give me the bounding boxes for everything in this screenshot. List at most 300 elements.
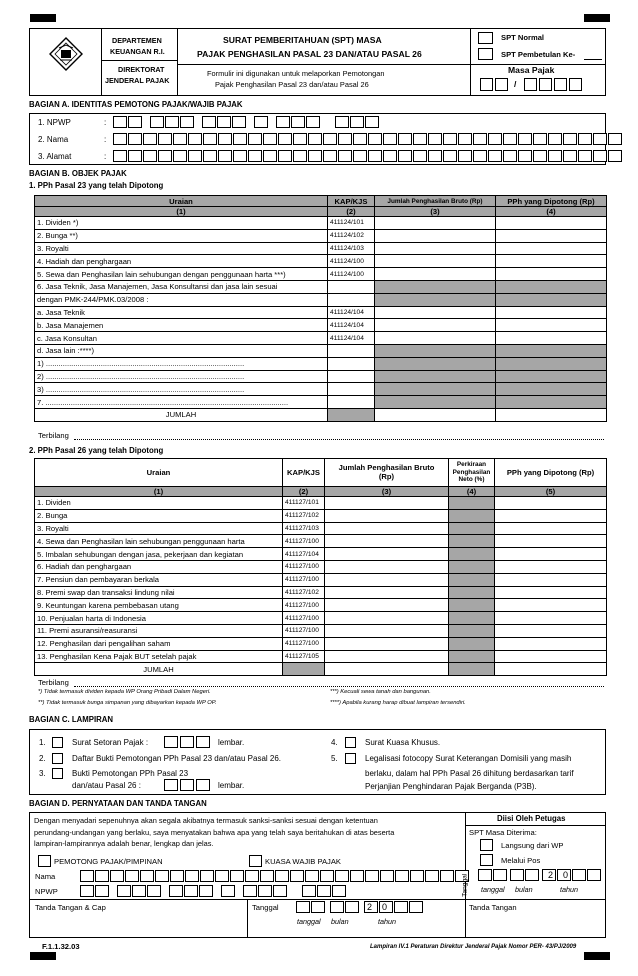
npwp-digit-cell[interactable] bbox=[335, 116, 349, 128]
sign-nama-char-cell[interactable] bbox=[125, 870, 139, 882]
alamat-char-cell[interactable] bbox=[278, 150, 292, 162]
lampiran-3-count-1[interactable] bbox=[164, 779, 178, 791]
sign-nama-char-cell[interactable] bbox=[245, 870, 259, 882]
sign-npwp-digit-cell[interactable] bbox=[273, 885, 287, 897]
pph26-row-bruto[interactable] bbox=[325, 573, 449, 586]
spt-masa-diterima-label: SPT Masa Diterima: bbox=[469, 828, 537, 837]
pph26-row-neto bbox=[449, 522, 495, 535]
alamat-char-cell[interactable] bbox=[473, 150, 487, 162]
npwp-digit-cell[interactable] bbox=[165, 116, 179, 128]
sign-npwp-digit-cell[interactable] bbox=[302, 885, 316, 897]
langsung-label: Langsung dari WP bbox=[501, 841, 564, 850]
nama-char-cell[interactable] bbox=[128, 133, 142, 145]
npwp-digit-cell[interactable] bbox=[217, 116, 231, 128]
pph23-row-label: 3) .............................................................................................. bbox=[35, 383, 328, 396]
pph26-row-pph[interactable] bbox=[495, 509, 607, 522]
sign-npwp-digit-cell[interactable] bbox=[317, 885, 331, 897]
pph23-row-label: 3. Royalti bbox=[35, 242, 328, 255]
pph23-row bbox=[35, 229, 607, 242]
pph26-row-bruto[interactable] bbox=[325, 637, 449, 650]
alamat-char-cell[interactable] bbox=[398, 150, 412, 162]
alamat-char-cell[interactable] bbox=[338, 150, 352, 162]
lampiran-4-checkbox[interactable] bbox=[345, 737, 356, 748]
pph23-jumlah-pph[interactable] bbox=[496, 408, 607, 421]
npwp-digit-cell[interactable] bbox=[150, 116, 164, 128]
alamat-char-cell[interactable] bbox=[218, 150, 232, 162]
registration-mark-bottom-right bbox=[584, 952, 610, 960]
alamat-char-cell[interactable] bbox=[533, 150, 547, 162]
nama-char-cell[interactable] bbox=[578, 133, 592, 145]
nama-char-cell[interactable] bbox=[158, 133, 172, 145]
nama-char-cell[interactable] bbox=[338, 133, 352, 145]
pph26-row-neto bbox=[449, 509, 495, 522]
alamat-char-cell[interactable] bbox=[233, 150, 247, 162]
masa-pajak-year-3[interactable] bbox=[554, 78, 567, 91]
npwp-digit-cell[interactable] bbox=[128, 116, 142, 128]
nama-char-cell[interactable] bbox=[353, 133, 367, 145]
nama-char-cell[interactable] bbox=[413, 133, 427, 145]
sign-nama-char-cell[interactable] bbox=[320, 870, 334, 882]
nama-char-cell[interactable] bbox=[548, 133, 562, 145]
pph23-row-label: d. Jasa lain :****) bbox=[35, 344, 328, 357]
kuasa-wp-checkbox[interactable] bbox=[249, 855, 262, 867]
pph26-row-bruto[interactable] bbox=[325, 522, 449, 535]
pph23-header-pph: PPh yang Dipotong (Rp) bbox=[496, 196, 607, 207]
pph26-row-pph[interactable] bbox=[495, 586, 607, 599]
pph26-header-bruto: Jumlah Penghasilan Bruto (Rp) bbox=[325, 459, 449, 487]
nama-char-cell[interactable] bbox=[293, 133, 307, 145]
sign-nama-char-cell[interactable] bbox=[275, 870, 289, 882]
pph26-colnum-3: (3) bbox=[325, 487, 449, 497]
pph26-row-kap: 411127/102 bbox=[283, 586, 325, 599]
pph23-row-bruto bbox=[375, 370, 496, 383]
nama-char-cell[interactable] bbox=[593, 133, 607, 145]
lampiran-3-count-3[interactable] bbox=[196, 779, 210, 791]
pph23-row-kap: 411124/101 bbox=[328, 217, 375, 230]
pph23-row-bruto[interactable] bbox=[375, 306, 496, 319]
alamat-char-cell[interactable] bbox=[458, 150, 472, 162]
alamat-char-cell[interactable] bbox=[383, 150, 397, 162]
sign-nama-char-cell[interactable] bbox=[215, 870, 229, 882]
pph26-row-bruto[interactable] bbox=[325, 509, 449, 522]
pph26-row-pph[interactable] bbox=[495, 599, 607, 612]
alamat-char-cell[interactable] bbox=[548, 150, 562, 162]
pph26-row-bruto[interactable] bbox=[325, 599, 449, 612]
pph23-row-bruto[interactable] bbox=[375, 319, 496, 332]
sign-nama-char-cell[interactable] bbox=[395, 870, 409, 882]
npwp-digit-cell[interactable] bbox=[113, 116, 127, 128]
pph26-row-label: 13. Penghasilan Kena Pajak BUT setelah pajak bbox=[35, 650, 283, 663]
sign-nama-char-cell[interactable] bbox=[290, 870, 304, 882]
pph23-row-pph[interactable] bbox=[496, 242, 607, 255]
pph26-row-bruto[interactable] bbox=[325, 535, 449, 548]
alamat-char-cell[interactable] bbox=[293, 150, 307, 162]
sign-nama-char-cell[interactable] bbox=[80, 870, 94, 882]
sign-date-year-2: 2 bbox=[367, 902, 373, 912]
pph26-row-pph[interactable] bbox=[495, 612, 607, 625]
spt-pembetulan-line bbox=[584, 59, 602, 60]
pph23-row-bruto bbox=[375, 383, 496, 396]
sign-nama-char-cell[interactable] bbox=[350, 870, 364, 882]
alamat-char-cell[interactable] bbox=[308, 150, 322, 162]
lampiran-1-text: Surat Setoran Pajak : bbox=[72, 738, 149, 747]
pph23-terbilang: Terbilang bbox=[38, 431, 69, 440]
pph23-row-pph[interactable] bbox=[496, 319, 607, 332]
pph23-colnum-3: (3) bbox=[375, 207, 496, 217]
sign-nama-char-cell[interactable] bbox=[155, 870, 169, 882]
alamat-char-cell[interactable] bbox=[413, 150, 427, 162]
sign-nama-char-cell[interactable] bbox=[170, 870, 184, 882]
pph23-header-kap: KAP/KJS bbox=[328, 196, 375, 207]
pph23-row-bruto[interactable] bbox=[375, 332, 496, 345]
nama-char-cell[interactable] bbox=[458, 133, 472, 145]
sign-nama-char-cell[interactable] bbox=[140, 870, 154, 882]
nama-char-cell[interactable] bbox=[518, 133, 532, 145]
pemotong-pajak-checkbox[interactable] bbox=[38, 855, 51, 867]
pph26-row-neto bbox=[449, 637, 495, 650]
lampiran-1-count-3[interactable] bbox=[196, 736, 210, 748]
ttd-cap-label: Tanda Tangan & Cap bbox=[35, 903, 106, 912]
npwp-digit-cell[interactable] bbox=[350, 116, 364, 128]
pph23-row bbox=[35, 332, 607, 345]
lampiran-2-num: 2. bbox=[39, 754, 46, 763]
npwp-digit-cell[interactable] bbox=[276, 116, 290, 128]
lampiran-5-text-3: Perjanjian Penghindaran Pajak Berganda (P3B). bbox=[365, 782, 537, 791]
sign-npwp-digit-cell[interactable] bbox=[117, 885, 131, 897]
petugas-bulan: bulan bbox=[515, 885, 533, 894]
sign-nama-char-cell[interactable] bbox=[185, 870, 199, 882]
alamat-char-cell[interactable] bbox=[593, 150, 607, 162]
pph23-row-bruto bbox=[375, 293, 496, 306]
alamat-char-cell[interactable] bbox=[578, 150, 592, 162]
pph26-row-label: 5. Imbalan sehubungan dengan jasa, pekerjaan dan kegiatan bbox=[35, 548, 283, 561]
pph26-header-pph: PPh yang Dipotong (Rp) bbox=[495, 459, 607, 487]
pph26-row-bruto[interactable] bbox=[325, 560, 449, 573]
alamat-char-cell[interactable] bbox=[443, 150, 457, 162]
lampiran-4-text: Surat Kuasa Khusus. bbox=[365, 738, 441, 747]
pph23-row-pph[interactable] bbox=[496, 268, 607, 281]
npwp-digit-cell[interactable] bbox=[232, 116, 246, 128]
sign-npwp-digit-cell[interactable] bbox=[147, 885, 161, 897]
pph26-row-pph[interactable] bbox=[495, 573, 607, 586]
melalui-pos-checkbox[interactable] bbox=[480, 854, 493, 866]
alamat-label: 3. Alamat bbox=[38, 152, 72, 161]
sign-nama-char-cell[interactable] bbox=[410, 870, 424, 882]
pph23-row-kap: 411124/104 bbox=[328, 306, 375, 319]
form-subtitle-line1: Formulir ini digunakan untuk melaporkan Pemotongan bbox=[207, 69, 385, 78]
pph23-row-pph[interactable] bbox=[496, 306, 607, 319]
pph23-subtitle: 1. PPh Pasal 23 yang telah Dipotong bbox=[29, 181, 164, 190]
pph26-row-label: 3. Royalti bbox=[35, 522, 283, 535]
masa-pajak-month-2[interactable] bbox=[495, 78, 508, 91]
alamat-char-cell[interactable] bbox=[113, 150, 127, 162]
pph26-row-bruto[interactable] bbox=[325, 650, 449, 663]
pph26-jumlah-pph[interactable] bbox=[495, 663, 607, 676]
nama-char-cell[interactable] bbox=[233, 133, 247, 145]
sign-nama-char-cell[interactable] bbox=[260, 870, 274, 882]
pph26-row-pph[interactable] bbox=[495, 624, 607, 637]
pph23-row bbox=[35, 306, 607, 319]
pph26-row-kap: 411127/103 bbox=[283, 522, 325, 535]
sign-npwp-digit-cell[interactable] bbox=[184, 885, 198, 897]
spt-normal-checkbox[interactable] bbox=[478, 32, 493, 44]
petugas-date-digit-cell[interactable] bbox=[587, 869, 601, 881]
pph23-row-bruto[interactable] bbox=[375, 217, 496, 230]
lampiran-1-checkbox[interactable] bbox=[52, 737, 63, 748]
sign-date-digit-cell[interactable] bbox=[345, 901, 359, 913]
alamat-char-cell[interactable] bbox=[353, 150, 367, 162]
alamat-char-cell[interactable] bbox=[263, 150, 277, 162]
pph26-terbilang-line[interactable] bbox=[74, 686, 604, 687]
pph26-row-kap: 411127/100 bbox=[283, 637, 325, 650]
lampiran-5-checkbox[interactable] bbox=[345, 753, 356, 764]
pph26-row-bruto[interactable] bbox=[325, 548, 449, 561]
alamat-char-cell[interactable] bbox=[488, 150, 502, 162]
alamat-char-cell[interactable] bbox=[158, 150, 172, 162]
sign-npwp-digit-cell[interactable] bbox=[169, 885, 183, 897]
langsung-checkbox[interactable] bbox=[480, 839, 493, 851]
pph26-row-pph[interactable] bbox=[495, 637, 607, 650]
petugas-date-digit-cell[interactable] bbox=[478, 869, 492, 881]
sign-date-digit-cell[interactable] bbox=[296, 901, 310, 913]
sign-date-digit-cell[interactable] bbox=[409, 901, 423, 913]
pph23-row bbox=[35, 396, 607, 409]
npwp-digit-cell[interactable] bbox=[254, 116, 268, 128]
pph26-row-pph[interactable] bbox=[495, 548, 607, 561]
nama-char-cell[interactable] bbox=[263, 133, 277, 145]
pph23-row-bruto bbox=[375, 344, 496, 357]
pph26-row-pph[interactable] bbox=[495, 535, 607, 548]
pph23-colnum-4: (4) bbox=[496, 207, 607, 217]
sign-nama-char-cell[interactable] bbox=[365, 870, 379, 882]
npwp-digit-cell[interactable] bbox=[180, 116, 194, 128]
dept-line2: KEUANGAN R.I. bbox=[110, 47, 165, 56]
lampiran-3-checkbox[interactable] bbox=[52, 768, 63, 779]
nama-char-cell[interactable] bbox=[113, 133, 127, 145]
lampiran-2-text: Daftar Bukti Pemotongan PPh Pasal 23 dan/atau Pasal 26. bbox=[72, 754, 282, 763]
pph23-row-bruto[interactable] bbox=[375, 229, 496, 242]
nama-char-cell[interactable] bbox=[428, 133, 442, 145]
pph26-row-neto bbox=[449, 624, 495, 637]
pph26-row-pph[interactable] bbox=[495, 497, 607, 510]
sign-nama-char-cell[interactable] bbox=[380, 870, 394, 882]
masa-pajak-year-4[interactable] bbox=[569, 78, 582, 91]
spt-pembetulan-checkbox[interactable] bbox=[478, 48, 493, 60]
alamat-char-cell[interactable] bbox=[563, 150, 577, 162]
sign-date-tahun: tahun bbox=[378, 917, 396, 926]
nama-char-cell[interactable] bbox=[368, 133, 382, 145]
npwp-digit-cell[interactable] bbox=[306, 116, 320, 128]
pph23-colnum-2: (2) bbox=[328, 207, 375, 217]
pph23-row-bruto[interactable] bbox=[375, 242, 496, 255]
alamat-char-cell[interactable] bbox=[368, 150, 382, 162]
lampiran-2-checkbox[interactable] bbox=[52, 753, 63, 764]
pph26-row-neto bbox=[449, 586, 495, 599]
sign-nama-char-cell[interactable] bbox=[110, 870, 124, 882]
sign-npwp-digit-cell[interactable] bbox=[332, 885, 346, 897]
masa-pajak-year-1[interactable] bbox=[524, 78, 537, 91]
petugas-date-digit-cell[interactable] bbox=[510, 869, 524, 881]
sign-nama-char-cell[interactable] bbox=[440, 870, 454, 882]
pph23-row-kap bbox=[328, 383, 375, 396]
sign-nama-char-cell[interactable] bbox=[335, 870, 349, 882]
nama-char-cell[interactable] bbox=[203, 133, 217, 145]
nama-char-cell[interactable] bbox=[398, 133, 412, 145]
nama-char-cell[interactable] bbox=[218, 133, 232, 145]
nama-char-cell[interactable] bbox=[488, 133, 502, 145]
nama-char-cell[interactable] bbox=[188, 133, 202, 145]
pph26-row-pph[interactable] bbox=[495, 522, 607, 535]
masa-pajak-month-1[interactable] bbox=[480, 78, 493, 91]
pph26-row-pph[interactable] bbox=[495, 560, 607, 573]
pph26-row-bruto[interactable] bbox=[325, 624, 449, 637]
pph23-row-pph[interactable] bbox=[496, 217, 607, 230]
nama-char-cell[interactable] bbox=[473, 133, 487, 145]
sign-npwp-digit-cell[interactable] bbox=[243, 885, 257, 897]
nama-char-cell[interactable] bbox=[503, 133, 517, 145]
pph26-row-label: 9. Keuntungan karena pembebasan utang bbox=[35, 599, 283, 612]
nama-char-cell[interactable] bbox=[563, 133, 577, 145]
petugas-date-digit-cell[interactable] bbox=[493, 869, 507, 881]
sign-nama-char-cell[interactable] bbox=[95, 870, 109, 882]
pph26-row bbox=[35, 586, 607, 599]
sign-npwp-digit-cell[interactable] bbox=[221, 885, 235, 897]
pph26-row-bruto[interactable] bbox=[325, 586, 449, 599]
pph26-terbilang: Terbilang bbox=[38, 678, 69, 687]
nama-char-cell[interactable] bbox=[278, 133, 292, 145]
sign-nama-label: Nama bbox=[35, 872, 56, 881]
pph23-jumlah-bruto[interactable] bbox=[375, 408, 496, 421]
pph23-row-bruto[interactable] bbox=[375, 255, 496, 268]
pph23-row-pph[interactable] bbox=[496, 332, 607, 345]
npwp-colon: : bbox=[104, 118, 107, 127]
pph26-subtitle: 2. PPh Pasal 26 yang telah Dipotong bbox=[29, 446, 164, 455]
sign-date-digit-cell[interactable] bbox=[394, 901, 408, 913]
pph23-row-pph[interactable] bbox=[496, 255, 607, 268]
lampiran-1-suffix: lembar. bbox=[218, 738, 245, 747]
alamat-char-cell[interactable] bbox=[143, 150, 157, 162]
sign-date-digit-cell[interactable] bbox=[330, 901, 344, 913]
pph26-row-pph[interactable] bbox=[495, 650, 607, 663]
sign-nama-char-cell[interactable] bbox=[200, 870, 214, 882]
pph23-row-pph bbox=[496, 370, 607, 383]
alamat-char-cell[interactable] bbox=[203, 150, 217, 162]
pph26-colnum-2: (2) bbox=[283, 487, 325, 497]
pph23-jumlah-kap bbox=[328, 408, 375, 421]
nama-char-cell[interactable] bbox=[608, 133, 622, 145]
nama-char-cell[interactable] bbox=[533, 133, 547, 145]
sign-nama-char-cell[interactable] bbox=[230, 870, 244, 882]
nama-char-cell[interactable] bbox=[383, 133, 397, 145]
lampiran-3-count-2[interactable] bbox=[180, 779, 194, 791]
alamat-char-cell[interactable] bbox=[173, 150, 187, 162]
alamat-char-cell[interactable] bbox=[428, 150, 442, 162]
pph23-row-label: a. Jasa Teknik bbox=[35, 306, 328, 319]
sign-date-bulan: bulan bbox=[331, 917, 349, 926]
npwp-digit-cell[interactable] bbox=[202, 116, 216, 128]
alamat-char-cell[interactable] bbox=[248, 150, 262, 162]
pph23-terbilang-line[interactable] bbox=[74, 439, 604, 440]
pph23-row-kap: 411124/100 bbox=[328, 255, 375, 268]
form-subtitle-line2: Pajak Penghasilan Pasal 23 dan/atau Pasal 26 bbox=[215, 80, 369, 89]
pph23-jumlah-label: JUMLAH bbox=[35, 408, 328, 421]
alamat-char-cell[interactable] bbox=[188, 150, 202, 162]
sign-date-digit-cell[interactable] bbox=[311, 901, 325, 913]
pph23-row-pph bbox=[496, 293, 607, 306]
sign-npwp-digit-cell[interactable] bbox=[80, 885, 94, 897]
lampiran-3-num: 3. bbox=[39, 769, 46, 778]
pph23-row-pph bbox=[496, 396, 607, 409]
alamat-char-cell[interactable] bbox=[128, 150, 142, 162]
statement-line1: Dengan menyadari sepenuhnya akan segala akibatnya termasuk sanksi-sanksi sesuai dengan ketentuan bbox=[34, 816, 378, 825]
sign-npwp-digit-cell[interactable] bbox=[199, 885, 213, 897]
nama-char-cell[interactable] bbox=[173, 133, 187, 145]
alamat-char-cell[interactable] bbox=[518, 150, 532, 162]
petugas-date-digit-cell[interactable] bbox=[572, 869, 586, 881]
pph26-row-bruto[interactable] bbox=[325, 612, 449, 625]
npwp-digit-cell[interactable] bbox=[291, 116, 305, 128]
form-title-line2: PAJAK PENGHASILAN PASAL 23 DAN/ATAU PASAL 26 bbox=[197, 49, 422, 59]
pph26-row bbox=[35, 560, 607, 573]
nama-char-cell[interactable] bbox=[248, 133, 262, 145]
sign-npwp-digit-cell[interactable] bbox=[95, 885, 109, 897]
nama-char-cell[interactable] bbox=[443, 133, 457, 145]
dir-line2: JENDERAL PAJAK bbox=[105, 76, 170, 85]
nama-char-cell[interactable] bbox=[308, 133, 322, 145]
nama-char-cell[interactable] bbox=[323, 133, 337, 145]
sign-npwp-digit-cell[interactable] bbox=[132, 885, 146, 897]
pph26-jumlah-neto bbox=[449, 663, 495, 676]
pph26-row-kap: 411127/100 bbox=[283, 560, 325, 573]
alamat-char-cell[interactable] bbox=[608, 150, 622, 162]
masa-pajak-slash: / bbox=[514, 79, 517, 89]
pph23-row-bruto[interactable] bbox=[375, 268, 496, 281]
sign-npwp-digit-cell[interactable] bbox=[258, 885, 272, 897]
sign-nama-char-cell[interactable] bbox=[425, 870, 439, 882]
petugas-tahun: tahun bbox=[560, 885, 578, 894]
alamat-char-cell[interactable] bbox=[503, 150, 517, 162]
pph23-row-kap bbox=[328, 370, 375, 383]
form-title-line1: SURAT PEMBERITAHUAN (SPT) MASA bbox=[223, 35, 382, 45]
pph26-row-bruto[interactable] bbox=[325, 497, 449, 510]
pph26-jumlah-kap bbox=[283, 663, 325, 676]
alamat-char-cell[interactable] bbox=[323, 150, 337, 162]
masa-pajak-year-2[interactable] bbox=[539, 78, 552, 91]
pph26-row-label: 12. Penghasilan dari pengalihan saham bbox=[35, 637, 283, 650]
pph26-row bbox=[35, 573, 607, 586]
pph23-row-label: 4. Hadiah dan penghargaan bbox=[35, 255, 328, 268]
npwp-digit-cell[interactable] bbox=[365, 116, 379, 128]
pph23-row-pph[interactable] bbox=[496, 229, 607, 242]
pph23-row-label: b. Jasa Manajemen bbox=[35, 319, 328, 332]
petugas-date-digit-cell[interactable] bbox=[525, 869, 539, 881]
pph23-row bbox=[35, 268, 607, 281]
lampiran-1-count-2[interactable] bbox=[180, 736, 194, 748]
section-b-title: BAGIAN B. OBJEK PAJAK bbox=[29, 169, 127, 178]
sign-nama-char-cell[interactable] bbox=[305, 870, 319, 882]
pph26-jumlah-bruto[interactable] bbox=[325, 663, 449, 676]
sign-date-year-0: 0 bbox=[382, 902, 388, 912]
pph23-row-label: c. Jasa Konsultan bbox=[35, 332, 328, 345]
nama-char-cell[interactable] bbox=[143, 133, 157, 145]
pph23-row-label: 2. Bunga **) bbox=[35, 229, 328, 242]
lampiran-1-num: 1. bbox=[39, 738, 46, 747]
pph26-row bbox=[35, 624, 607, 637]
lampiran-1-count-1[interactable] bbox=[164, 736, 178, 748]
pph23-row bbox=[35, 383, 607, 396]
pph23-row bbox=[35, 344, 607, 357]
footnote-4: ****) Apabila kurang harap dibuat lampiran tersendiri. bbox=[330, 700, 466, 706]
